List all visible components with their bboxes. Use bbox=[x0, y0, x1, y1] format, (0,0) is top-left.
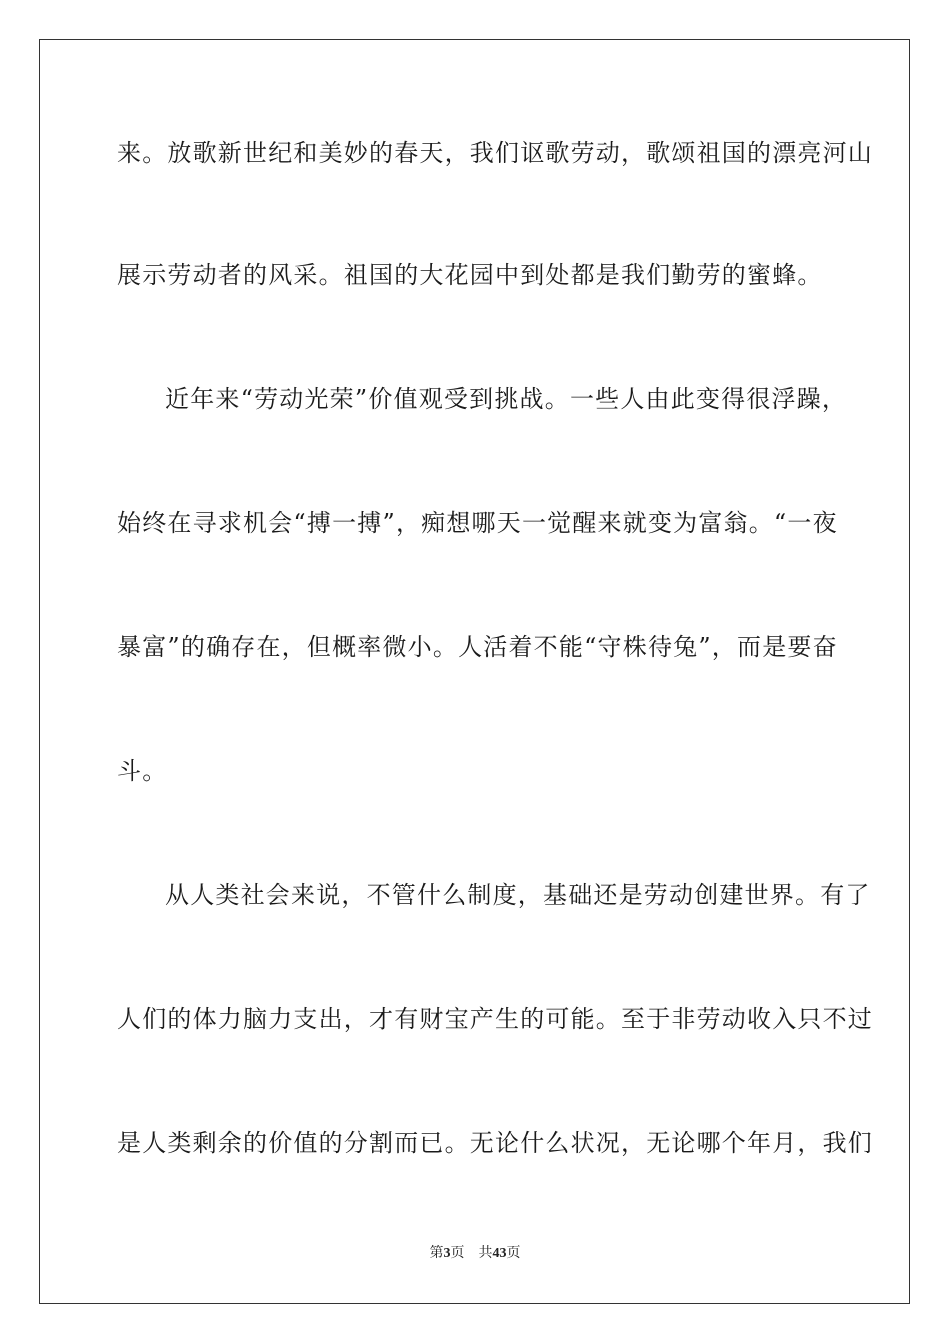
page-label-suffix: 页 bbox=[450, 1246, 465, 1261]
total-label-prefix: 共 bbox=[478, 1246, 493, 1261]
body-text-line: 暴富”的确存在，但概率微小。人活着不能“守株待兔”，而是要奋 bbox=[117, 633, 838, 661]
page-footer bbox=[0, 1245, 950, 1263]
paragraph-first-line: 近年来“劳动光荣”价值观受到挑战。一些人由此变得很浮躁， bbox=[165, 385, 848, 413]
total-pages: 43 bbox=[492, 1246, 507, 1261]
paragraph-first-line: 从人类社会来说，不管什么制度，基础还是劳动创建世界。有了 bbox=[165, 881, 871, 909]
page-label-prefix: 第 bbox=[429, 1246, 444, 1261]
body-text-line: 斗。 bbox=[117, 757, 168, 785]
body-text-line: 是人类剩余的价值的分割而已。无论什么状况，无论哪个年月，我们 bbox=[117, 1129, 873, 1157]
body-text-line: 展示劳动者的风采。祖国的大花园中到处都是我们勤劳的蜜蜂。 bbox=[117, 261, 823, 289]
total-label-suffix: 页 bbox=[506, 1246, 521, 1261]
body-text-line: 人们的体力脑力支出，才有财宝产生的可能。至于非劳动收入只不过 bbox=[117, 1005, 873, 1033]
body-text-line: 始终在寻求机会“搏一搏”，痴想哪天一觉醒来就变为富翁。“一夜 bbox=[117, 509, 838, 537]
page-border bbox=[39, 39, 910, 1304]
page-number: 3 bbox=[443, 1246, 451, 1261]
body-text-line: 来。放歌新世纪和美妙的春天，我们讴歌劳动，歌颂祖国的漂亮河山 bbox=[117, 139, 873, 167]
